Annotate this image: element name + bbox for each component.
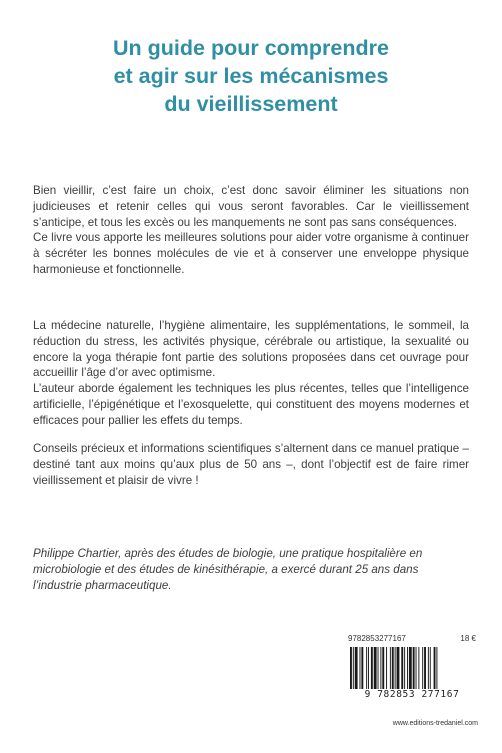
paragraph-3 <box>33 441 469 488</box>
paragraph-1b: Ce livre vous apporte les meilleures solutions pour aider votre organisme à continuer à sécréter les bonnes molécules de vie et à conserver une enveloppe physique harmonieuse et fonctionnelle. <box>33 231 469 276</box>
headline-line-3: du vieillissement <box>164 92 338 116</box>
headline-line-2: et agir sur les mécanismes <box>113 64 389 88</box>
author-name: Philippe Chartier <box>33 547 119 560</box>
paragraph-2a: La médecine naturelle, l’hygiène alimentaire, les supplémentations, le sommeil, la réduction du stress, les activités physique, cérébrale ou artistique, la sexualité ou encore la yoga thérapie font partie des solutions proposées dans cet ouvrage pour accueillir l’âge d’or avec optimisme. <box>33 319 469 380</box>
barcode-block <box>348 633 476 713</box>
price: 18 € <box>460 634 476 643</box>
publisher-website: www.editions-tredaniel.com <box>392 720 478 727</box>
paragraph-2b: L’auteur aborde également les techniques les plus récentes, telles que l’intelligence artificielle, l’épigénétique et l’exosquelette, qui constituent des moyens modernes et efficaces pour pallier les effets du temps. <box>33 382 469 427</box>
author-bio <box>33 546 469 593</box>
isbn-price-line <box>348 633 476 644</box>
headline-line-1: Un guide pour comprendre <box>113 36 389 60</box>
headline <box>40 34 462 118</box>
author-bio-text: , après des études de biologie, une pratique hospitalière en microbiologie et des études de kinésithérapie, a exercé durant 25 ans dans l’industrie pharmaceutique. <box>33 547 423 592</box>
paragraph-1 <box>33 183 469 278</box>
paragraph-3-text: Conseils précieux et informations scientifiques s’alternent dans ce manuel pratique – destiné tant aux moins qu’aux plus de 50 ans –, dont l’objectif est de faire rimer vieillissement et plaisir de vivre ! <box>33 442 469 487</box>
isbn-number: 9782853277167 <box>348 634 406 643</box>
paragraph-1a: Bien vieillir, c’est faire un choix, c’est donc savoir éliminer les situations non judicieuses et retenir celles qui vous seront favorables. Car le vieillissement s’anticipe, et tous les excès ou les manquements ne sont pas sans conséquences. <box>33 184 469 229</box>
paragraph-2 <box>33 318 469 429</box>
barcode-digits: 9 782853 277167 <box>348 689 476 700</box>
